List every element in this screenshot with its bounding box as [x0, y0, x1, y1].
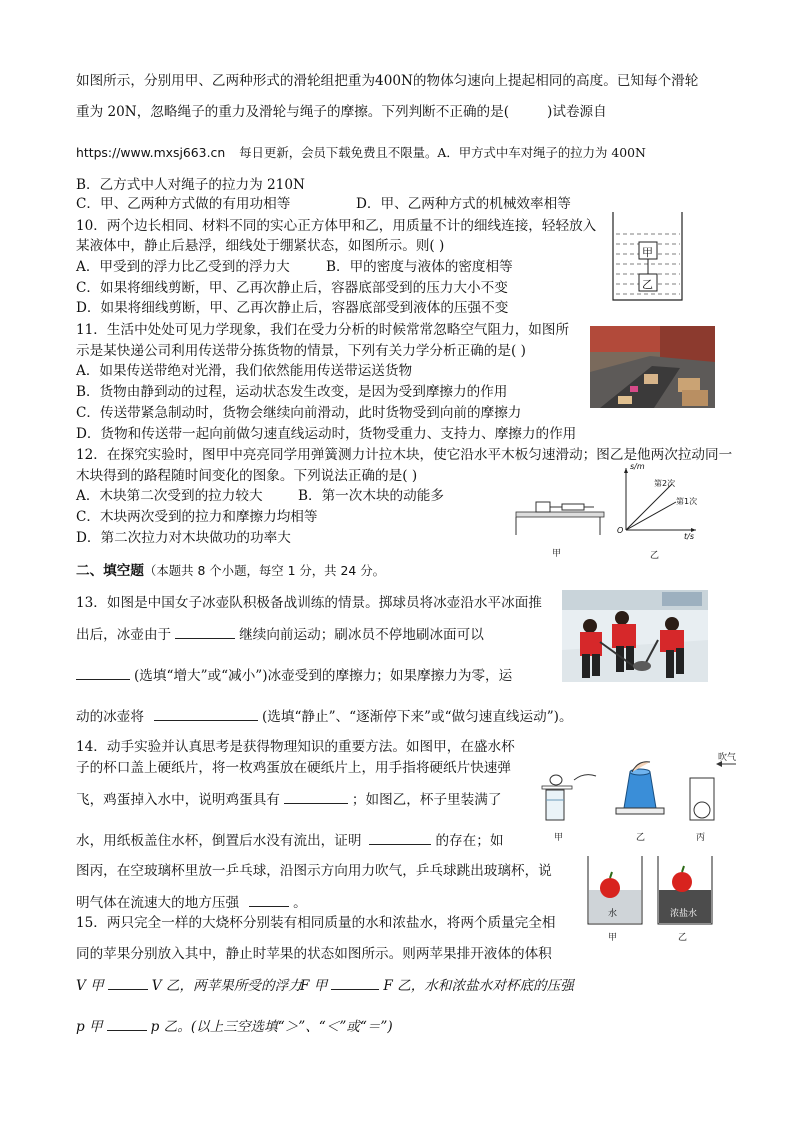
q14-line-3-text-a: 飞，鸡蛋掉入水中，说明鸡蛋具有	[76, 792, 280, 808]
q12-graph-x-label: t/s	[684, 532, 694, 541]
intro-option-c: C．甲、乙两种方式做的有用功相等	[76, 196, 291, 212]
q13-blank-2[interactable]	[76, 666, 130, 680]
q14-fig-bing-caption: 丙	[696, 833, 706, 843]
section-2-note: （本题共 8 个小题，每空 1 分，共 24 分。	[143, 563, 385, 578]
q14-line-5: 图丙，在空玻璃杯里放一乒乓球，沿图示方向用力吹气，乒乓球跳出玻璃杯，说	[76, 863, 552, 879]
q15-p-yi: p 乙。(以上三空选填“＞”、“＜”或“＝”)	[150, 1019, 393, 1035]
q14-line-2: 子的杯口盖上硬纸片，将一枚鸡蛋放在硬纸片上，用手指将硬纸片快速弹	[76, 760, 511, 776]
section-2-title: 二、填空题	[76, 563, 144, 579]
q15-beaker-brine-label: 浓盐水	[670, 909, 698, 919]
q14-blank-1[interactable]	[284, 790, 348, 804]
q11-conveyor-photo	[590, 326, 715, 408]
q14-line-4-text-b: 的存在；如	[435, 833, 504, 849]
q11-option-a: A．如果传送带绝对光滑，我们依然能用传送带运送货物	[76, 363, 413, 379]
q12-stem-2: 木块得到的路程随时间变化的图象。下列说法正确的是( )	[76, 468, 418, 484]
q13-line-4-text-a: 动的冰壶将	[76, 709, 144, 725]
q12-fig-yi-caption: 乙	[650, 551, 660, 561]
q14-figures	[540, 750, 740, 850]
q13-line-1: 13．如图是中国女子冰壶队积极备战训练的情景。掷球员将冰壶沿水平冰面推	[76, 595, 542, 611]
q12-fig-jia	[514, 490, 609, 560]
q15-blank-2b[interactable]	[331, 976, 379, 990]
q14-line-3-text-b: ；如图乙，杯子里装满了	[351, 792, 502, 808]
q10-stem-1: 10．两个边长相同、材料不同的实心正方体甲和乙，用质量不计的细线连接，轻轻放入	[76, 218, 597, 234]
q12-option-b: B．第一次木块的动能多	[298, 488, 444, 504]
q12-option-d: D．第二次拉力对木块做功的功率大	[76, 530, 291, 546]
q13-line-2-text-a: 出后，冰壶由于	[76, 627, 172, 643]
q10-option-a: A．甲受到的浮力比乙受到的浮力大	[76, 259, 290, 275]
q15-beaker-water-label: 水	[608, 909, 618, 919]
q14-line-6-text-a: 明气体在流速大的地方压强	[76, 895, 240, 911]
q13-line-2	[76, 625, 484, 644]
q14-line-3	[76, 790, 501, 809]
q13-blank-3[interactable]	[154, 707, 258, 721]
q10-option-d: D．如果将细线剪断，甲、乙再次静止后，容器底部受到液体的压强不变	[76, 300, 509, 316]
q12-graph-y-label: s/m	[630, 462, 645, 471]
q15-v-jia: V 甲	[76, 978, 104, 994]
intro-source: )试卷源自	[547, 104, 607, 120]
q14-blank-3[interactable]	[249, 893, 289, 907]
q12-graph-origin: O	[617, 526, 624, 535]
q15-blank-3[interactable]	[107, 1017, 147, 1031]
intro-line-1: 如图所示，分别用甲、乙两种形式的滑轮组把重为400N的物体匀速向上提起相同的高度。已知每个滑轮	[76, 73, 699, 89]
q12-stem-1: 12．在探究实验时，图甲中亮亮同学用弹簧测力计拉木块，使它沿水平木板匀速滑动；图乙是他两次拉动同一	[76, 447, 733, 463]
q15-fig-jia-caption: 甲	[608, 933, 618, 943]
q14-line-4-text-a: 水，用纸板盖住水杯，倒置后水没有流出，证明	[76, 833, 362, 849]
q15-line-2: 同的苹果分别放入其中，静止时苹果的状态如图所示。则两苹果排开液体的体积	[76, 946, 552, 962]
q13-blank-1[interactable]	[175, 625, 235, 639]
q15-line-3b	[300, 976, 574, 995]
q10-option-c: C．如果将细线剪断，甲、乙再次静止后，容器底部受到的压力大小不变	[76, 280, 508, 296]
q15-v-yi: V 乙，两苹果所受的浮力	[151, 978, 302, 994]
q11-stem-2: 示是某快递公司利用传送带分拣货物的情景，下列有关力学分析正确的是( )	[76, 343, 526, 359]
q14-fig-yi-caption: 乙	[636, 833, 646, 843]
q13-line-2-text-b: 继续向前运动；刷冰员不停地刷冰面可以	[239, 627, 484, 643]
q11-option-d: D．货物和传送带一起向前做匀速直线运动时，货物受重力、支持力、摩擦力的作用	[76, 426, 577, 442]
q15-line-1: 15．两只完全一样的大烧杯分别装有相同质量的水和浓盐水，将两个质量完全相	[76, 915, 556, 931]
q12-option-a: A．木块第二次受到的拉力较大	[76, 488, 263, 504]
intro-option-d: D．甲、乙两种方式的机械效率相等	[356, 196, 571, 212]
q14-line-6-text-b: 。	[293, 895, 307, 911]
q14-fig-jia-caption: 甲	[554, 833, 564, 843]
intro-stem: 重为 20N，忽略绳子的重力及滑轮与绳子的摩擦。下列判断不正确的是(	[76, 104, 510, 120]
q15-line-3	[76, 976, 302, 995]
q14-blank-2[interactable]	[369, 831, 431, 845]
q12-fig-yi-graph	[614, 462, 700, 560]
q15-blank-1[interactable]	[108, 976, 148, 990]
q13-line-4-text-b: (选填“静止”、“逐渐停下来”或“做匀速直线运动”)。	[261, 709, 573, 725]
q10-container-figure	[612, 212, 684, 302]
q15-fig-yi-caption: 乙	[678, 933, 688, 943]
q12-graph-line2-label: 第2次	[654, 479, 676, 488]
q14-line-4	[76, 831, 503, 850]
q15-line-4	[76, 1017, 393, 1036]
q11-option-c: C．传送带紧急制动时，货物会继续向前滑动，此时货物受到向前的摩擦力	[76, 405, 522, 421]
q12-option-c: C．木块两次受到的拉力和摩擦力均相等	[76, 509, 318, 525]
q15-f-jia: F 甲	[300, 978, 328, 994]
intro-line-3	[76, 144, 646, 162]
q10-stem-2: 某液体中，静止后悬浮，细线处于绷紧状态，如图所示。则( )	[76, 238, 445, 254]
q13-curling-photo	[562, 590, 708, 682]
section-2-header	[76, 562, 385, 580]
q14-line-6	[76, 893, 307, 912]
q11-stem-1: 11．生活中处处可见力学现象，我们在受力分析的时候常常忽略空气阻力，如图所	[76, 322, 570, 338]
intro-line-2	[76, 103, 607, 121]
q12-fig-jia-caption: 甲	[552, 549, 562, 559]
intro-option-a: 每日更新，会员下载免费且不限量。A．甲方式中车对绳子的拉力为 400N	[239, 145, 646, 160]
q14-blow-label: 吹气	[718, 753, 737, 763]
q13-line-3	[76, 666, 512, 685]
q14-line-1: 14．动手实验并认真思考是获得物理知识的重要方法。如图甲，在盛水杯	[76, 739, 515, 755]
q10-block-yi-label: 乙	[642, 278, 653, 291]
source-link[interactable]: https://www.mxsj663.cn	[76, 145, 226, 160]
q15-beakers-figure	[586, 852, 716, 942]
intro-option-b: B．乙方式中人对绳子的拉力为 210N	[76, 177, 305, 193]
q15-f-yi: F 乙，水和浓盐水对杯底的压强	[383, 978, 574, 994]
q10-block-jia-label: 甲	[642, 246, 653, 259]
q13-line-3-text: (选填“增大”或“减小”)冰壶受到的摩擦力；如果摩擦力为零，运	[134, 668, 513, 684]
q10-option-b: B．甲的密度与液体的密度相等	[326, 259, 513, 275]
q12-graph-line1-label: 第1次	[676, 497, 698, 506]
q15-p-jia: p 甲	[76, 1019, 103, 1035]
q13-line-4	[76, 707, 573, 726]
q11-option-b: B．货物由静到动的过程，运动状态发生改变，是因为受到摩擦力的作用	[76, 384, 508, 400]
